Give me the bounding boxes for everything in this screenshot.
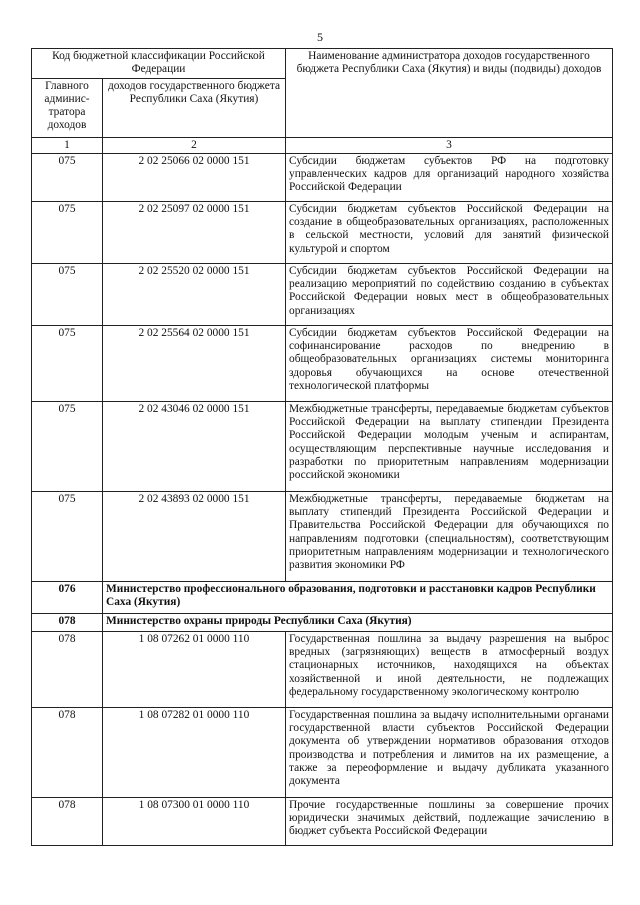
income-name: Субсидии бюджетам субъектов Российской Федерации на реализацию мероприятий по содействию созданию в субъектах Российской Федерации новых мест в общеобразовательных организациях: [286, 263, 613, 325]
income-name: Межбюджетные трансферты, передаваемые бюджетам субъектов Российской Федерации на выплату стипендии Президента Российской Федерации молодым ученым и аспирантам, осуществляющим перспективные научные исследования и разработки по приоритетным направлениям модернизации российской экономики: [286, 401, 613, 491]
admin-code: 078: [32, 707, 103, 797]
admin-code: 075: [32, 491, 103, 581]
page-number: 5: [317, 30, 323, 44]
income-name: Субсидии бюджетам субъектов РФ на подготовку управленческих кадров для организаций народного хозяйства Российской Федерации: [286, 153, 613, 201]
code-group-header: Код бюджетной классификации Российской Федерации: [32, 49, 286, 79]
income-code: 2 02 43893 02 0000 151: [103, 491, 286, 581]
header-row-1: [32, 49, 613, 79]
income-code: 2 02 25097 02 0000 151: [103, 201, 286, 263]
admin-code: 078: [32, 613, 103, 631]
income-name: Прочие государственные пошлины за совершение прочих юридически значимых действий, подлежащие зачислению в бюджет субъекта Российской Федерации: [286, 797, 613, 845]
budget-classification-table: [31, 48, 613, 846]
section-row: [32, 581, 613, 613]
column-number-row: [32, 137, 613, 153]
income-name: Межбюджетные трансферты, передаваемые бюджетам на выплату стипендий Президента Российской Федерации и Правительства Российской Федерации для обучающихся по направлениям подготовки (специальностям), соответствующим приоритетным направлениям модернизации и технологического развития экономики РФ: [286, 491, 613, 581]
income-code: 2 02 25564 02 0000 151: [103, 325, 286, 401]
table-row: [32, 263, 613, 325]
income-name: Государственная пошлина за выдачу исполнительными органами государственной власти субъектов Российской Федерации документа об утверждении нормативов образования отходов производства и потребления и лимитов на их размещение, а также за переоформление и выдачу дубликата указанного документа: [286, 707, 613, 797]
section-title: Министерство профессионального образования, подготовки и расстановки кадров Республики Саха (Якутия): [103, 581, 613, 613]
income-code: 1 08 07300 01 0000 110: [103, 797, 286, 845]
table-row: [32, 491, 613, 581]
admin-column-header: Главного админис-тратора доходов: [32, 78, 103, 137]
income-code: 2 02 43046 02 0000 151: [103, 401, 286, 491]
table-row: [32, 153, 613, 201]
section-title: Министерство охраны природы Республики Саха (Якутия): [103, 613, 613, 631]
column-number: 2: [103, 137, 286, 153]
income-name: Субсидии бюджетам субъектов Российской Федерации на софинансирование расходов по внедрению в общеобразовательных организациях системы мониторинга здоровья обучающихся на основе отечественной технологической платформы: [286, 325, 613, 401]
income-code: 2 02 25066 02 0000 151: [103, 153, 286, 201]
admin-code: 075: [32, 153, 103, 201]
admin-code: 075: [32, 263, 103, 325]
table-row: [32, 401, 613, 491]
name-column-header: Наименование администратора доходов государственного бюджета Республики Саха (Якутия) и виды (подвиды) доходов: [286, 49, 613, 138]
column-number: 3: [286, 137, 613, 153]
table-row: [32, 201, 613, 263]
income-code: 1 08 07262 01 0000 110: [103, 631, 286, 707]
income-name: Государственная пошлина за выдачу разрешения на выброс вредных (загрязняющих) веществ в атмосферный воздух стационарных источников, находящихся на объектах хозяйственной и иной деятельности, не подлежащих федеральному государственному экологическому контролю: [286, 631, 613, 707]
table-row: [32, 707, 613, 797]
admin-code: 075: [32, 201, 103, 263]
income-name: Субсидии бюджетам субъектов Российской Федерации на создание в общеобразовательных организациях, расположенных в сельской местности, условий для занятий физической культурой и спортом: [286, 201, 613, 263]
admin-code: 075: [32, 325, 103, 401]
admin-code: 075: [32, 401, 103, 491]
income-code: 2 02 25520 02 0000 151: [103, 263, 286, 325]
admin-code: 078: [32, 631, 103, 707]
table-row: [32, 797, 613, 845]
income-column-header: доходов государственного бюджета Республики Саха (Якутия): [103, 78, 286, 137]
income-code: 1 08 07282 01 0000 110: [103, 707, 286, 797]
table-row: [32, 631, 613, 707]
column-number: 1: [32, 137, 103, 153]
section-row: [32, 613, 613, 631]
admin-code: 078: [32, 797, 103, 845]
table-row: [32, 325, 613, 401]
admin-code: 076: [32, 581, 103, 613]
